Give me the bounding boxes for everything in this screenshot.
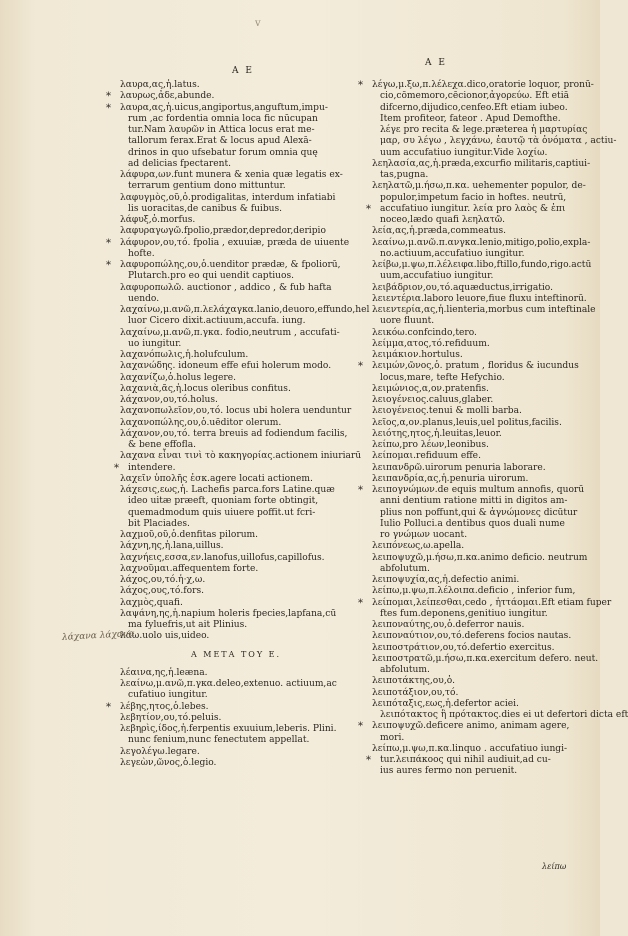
line-text: λαυρα,ας,ἡ.latus. bbox=[120, 80, 200, 90]
line-text: ftes fum.deponens,genitiuo iungitur. bbox=[380, 608, 548, 619]
asterisk-marker: * bbox=[106, 237, 111, 249]
dictionary-line bbox=[120, 485, 352, 496]
dictionary-line bbox=[372, 181, 604, 192]
dictionary-line bbox=[106, 237, 352, 249]
line-text: λέβης,ητος,ὁ.lebes. bbox=[120, 701, 209, 712]
dictionary-line bbox=[120, 508, 352, 519]
dictionary-line bbox=[120, 564, 352, 575]
dictionary-line bbox=[120, 735, 352, 746]
line-text: λειποναύτιον,ου,τό.deferens focios nautas. bbox=[372, 631, 572, 642]
dictionary-line bbox=[372, 654, 604, 665]
line-text: λάφυρα,ων.funt munera & xenia quæ legatis ex- bbox=[120, 170, 343, 180]
line-text: λειποτάξιον,ου,τό. bbox=[372, 687, 459, 698]
dictionary-line bbox=[106, 701, 352, 713]
dictionary-line bbox=[120, 114, 352, 125]
line-text: lis uoracitas,de canibus & fuibus. bbox=[128, 203, 283, 214]
dictionary-line bbox=[120, 747, 352, 758]
right-column bbox=[358, 80, 628, 778]
dictionary-line bbox=[120, 713, 352, 724]
dictionary-line bbox=[372, 508, 604, 519]
line-text: λείπομαι,λείπεσθαι,cedo , ἡττάομαι.Eft etiam fuper bbox=[372, 597, 612, 608]
line-text: bit Placiades. bbox=[128, 518, 190, 529]
dictionary-line bbox=[372, 328, 604, 339]
dictionary-line bbox=[120, 159, 352, 170]
line-text: λειποψυχῶ.deficere animo, animam agere, bbox=[372, 721, 570, 732]
line-text: intendere. bbox=[128, 462, 176, 473]
dictionary-line bbox=[372, 676, 604, 687]
line-text: λείπω,μ.ψω,π.λέλοιπα.deficio , inferior fum, bbox=[372, 586, 576, 597]
line-text: λαχανιὰ,ᾶς,ἡ.locus oleribus confitus. bbox=[120, 383, 291, 394]
dictionary-line bbox=[358, 80, 604, 91]
line-text: tallorum ferax.Erat & locus apud Alexā- bbox=[128, 136, 312, 147]
line-text: λάχνη,ης,ἡ.lana,uillus. bbox=[120, 541, 224, 552]
line-text: λαχανα εἶναι τινὶ τὸ κακηγορίας.actionem iniuriarū bbox=[120, 451, 362, 462]
line-text: λαχαίνω,μ.ανῶ,π.λελάχαγκα.lanio,deuoro,effundo,hel bbox=[120, 305, 370, 315]
line-text: difcerno,dijudico,cenfeo.Eft etiam iubeo. bbox=[380, 102, 568, 113]
page-top-mark: v bbox=[255, 18, 261, 29]
dictionary-line bbox=[358, 597, 612, 609]
asterisk-marker: * bbox=[106, 701, 111, 713]
dictionary-line bbox=[120, 395, 352, 406]
line-text: λειπογνώμων.de equis multum annofis, quorū bbox=[372, 485, 585, 495]
line-text: nunc fenium,nunc fenectutem appellat. bbox=[128, 735, 310, 746]
line-text: λειπόνεως,ω.apella. bbox=[372, 541, 465, 552]
line-text: λαψάνη,ης,ἡ.napium holeris fpecies,lapfana,cū bbox=[120, 608, 337, 619]
line-text: λεία,ας,ἡ.præda,commeatus. bbox=[372, 226, 507, 237]
line-text: uo iungitur. bbox=[128, 338, 182, 349]
dictionary-line bbox=[120, 690, 352, 701]
line-text: λαχανοπωλεῖον,ου,τό. locus ubi holera uenduntur bbox=[120, 406, 352, 417]
line-text: λαφυροπωλῶ. auctionor , addico , & fub hafta bbox=[120, 282, 332, 293]
dictionary-line bbox=[120, 283, 352, 294]
line-text: λέγω,μ.ξω,π.λέλεχα.dico,oratorie loquor, pronū- bbox=[372, 80, 594, 90]
section-heading bbox=[120, 649, 352, 660]
dictionary-line bbox=[372, 339, 604, 350]
dictionary-line bbox=[120, 170, 352, 181]
dictionary-line bbox=[372, 474, 604, 485]
dictionary-line bbox=[120, 249, 352, 260]
line-text: λείβω,μ.ψω,π.λέλειφα.libo,ftillo,fundo,rigo.actū bbox=[372, 260, 592, 270]
dictionary-line bbox=[372, 238, 604, 249]
dictionary-line bbox=[372, 699, 604, 710]
line-text: tas,pugna. bbox=[380, 170, 429, 180]
line-text: & bene effofla. bbox=[128, 440, 197, 450]
dictionary-line bbox=[372, 609, 604, 620]
dictionary-line bbox=[120, 586, 352, 597]
dictionary-line bbox=[120, 271, 352, 282]
line-text: λάφυρον,ου,τό. fpolia , exuuiæ, præda de uiuente bbox=[120, 237, 350, 248]
dictionary-line bbox=[372, 631, 604, 642]
line-text: quemadmodum quis uiuere poffit.ut fcri- bbox=[128, 507, 316, 518]
dictionary-line bbox=[372, 553, 604, 564]
page-header bbox=[0, 58, 600, 74]
dictionary-line bbox=[120, 148, 352, 159]
line-text: λειποψυχία,ας,ἡ.defectio animi. bbox=[372, 575, 520, 585]
dictionary-line bbox=[372, 744, 604, 755]
dictionary-line bbox=[120, 339, 352, 350]
line-text: λειεντέρια.laboro leuore,fiue fluxu inteftinorū. bbox=[372, 293, 587, 304]
line-text: λειπανδρῶ.uirorum penuria laborare. bbox=[372, 462, 546, 473]
asterisk-marker: * bbox=[358, 80, 363, 91]
line-text: λειποστράτιον,ου,τό.defertio exercitus. bbox=[372, 642, 555, 653]
dictionary-line bbox=[372, 193, 604, 204]
dictionary-line bbox=[372, 586, 604, 597]
line-text: λέαινα,ης,ἡ.leæna. bbox=[120, 667, 208, 678]
line-text: hofte. bbox=[128, 248, 155, 259]
dictionary-line bbox=[120, 316, 352, 327]
dictionary-line bbox=[372, 226, 604, 237]
dictionary-line bbox=[372, 283, 604, 294]
line-text: λάχος,ους,τό.fors. bbox=[120, 586, 205, 597]
dictionary-line bbox=[372, 305, 604, 316]
line-text: λεβηρὶς,ίδος,ἡ.ferpentis exuuium,leberis. Plini. bbox=[120, 724, 337, 734]
dictionary-line bbox=[120, 418, 352, 429]
line-text: λειογένειος.tenui & molli barba. bbox=[372, 406, 522, 417]
dictionary-line bbox=[120, 215, 352, 226]
dictionary-line bbox=[114, 462, 352, 474]
line-text: λείμμα,ατος,τό.refiduum. bbox=[372, 338, 490, 349]
dictionary-line bbox=[120, 496, 352, 507]
dictionary-line bbox=[120, 193, 352, 204]
line-text: λαχανόπωλις,ἡ.holufculum. bbox=[120, 350, 249, 360]
line-text: λεαίνω,μ.ανῶ,π.γκα.deleo,extenuo. actiuum,ac bbox=[120, 679, 337, 689]
line-text: noceo,lædo quafi λεηλατῶ. bbox=[380, 215, 506, 225]
line-text: anni dentium ratione mitti in digitos am- bbox=[380, 496, 568, 507]
line-text: λείπω,pro λέων,leonibus. bbox=[372, 440, 489, 450]
line-text: λαχανίζω,ὁ.holus legere. bbox=[120, 372, 237, 383]
line-text: λάχανον,ου,τό.holus. bbox=[120, 395, 218, 405]
dictionary-line bbox=[372, 530, 604, 541]
asterisk-marker: * bbox=[106, 91, 111, 103]
dictionary-line bbox=[120, 361, 352, 372]
asterisk-marker: * bbox=[366, 755, 371, 766]
line-text: λαχμοῦ,οῦ,ὁ.denfitas pilorum. bbox=[120, 530, 259, 540]
line-text: λαχνοῦμαι.affequentem forte. bbox=[120, 563, 259, 574]
line-text: λάχανον,ου,τό. terra breuis ad fodiendum facilis, bbox=[120, 428, 348, 439]
dictionary-line bbox=[372, 440, 604, 451]
dictionary-line bbox=[358, 361, 604, 373]
line-text: λαχμὸς,quafi. bbox=[120, 597, 183, 608]
dictionary-line bbox=[372, 249, 604, 260]
line-text: λαυρα,ας,ἡ.uicus,angiportus,anguftum,impu- bbox=[120, 102, 328, 113]
line-text: λειμώνιος,α,ον.pratenfis. bbox=[372, 383, 489, 394]
line-text: mori. bbox=[380, 732, 405, 743]
dictionary-line bbox=[120, 136, 352, 147]
dictionary-line bbox=[372, 159, 604, 170]
line-text: accufatiuo iungitur. λεία pro λαὸς & ἐπι bbox=[380, 203, 566, 214]
dictionary-line bbox=[372, 575, 604, 586]
line-text: Α ΜΕΤΑ ΤΟΥ Ε. bbox=[190, 649, 282, 659]
line-text: λεγεὼν,ῶνος,ὁ.legio. bbox=[120, 757, 217, 768]
dictionary-line bbox=[106, 260, 352, 271]
dictionary-line bbox=[372, 215, 604, 226]
line-text: λάφυξ,ὁ.morfus. bbox=[120, 215, 196, 225]
line-text: λάχεσις,εως,ἡ. Lachefis parca.fors Latine.quæ bbox=[120, 485, 335, 495]
line-text: λαφυγμὸς,οῦ,ὁ.prodigalitas, interdum infatiabi bbox=[120, 192, 336, 203]
dictionary-line bbox=[372, 643, 604, 654]
line-text: Item profiteor, fateor . Apud Demofthe. bbox=[380, 113, 561, 124]
line-text: uore fluunt. bbox=[380, 316, 435, 327]
dictionary-line bbox=[372, 170, 604, 181]
dictionary-line bbox=[120, 181, 352, 192]
line-text: μαρ, συ λέγω , λεγχάνω, ἑαυτῷ τὰ ὀνόματα , actiu- bbox=[380, 136, 617, 147]
asterisk-marker: * bbox=[366, 203, 371, 215]
dictionary-line bbox=[372, 451, 604, 462]
line-text: Iulio Polluci.a dentibus quos duali nume bbox=[380, 518, 565, 529]
line-text: λαχανοπώλης,ου,ὁ.uēditor olerum. bbox=[120, 417, 282, 428]
line-text: Plutarch.pro eo qui uendit captiuos. bbox=[128, 271, 295, 282]
line-text: λειβάδριον,ου,τό.aquæductus,irrigatio. bbox=[372, 282, 554, 293]
dictionary-line bbox=[120, 80, 352, 91]
line-text: λειποτάκτης,ου,ὁ. bbox=[372, 676, 456, 687]
dictionary-line bbox=[372, 114, 604, 125]
asterisk-marker: * bbox=[106, 102, 111, 114]
line-text: uendo. bbox=[128, 293, 160, 304]
line-text: uum accufatiuo iungitur.Vide λοχίω. bbox=[380, 147, 548, 158]
dictionary-line bbox=[372, 766, 604, 777]
line-text: cufatiuo iungitur. bbox=[128, 690, 208, 701]
dictionary-line bbox=[120, 598, 352, 609]
line-text: λαχαίνω,μ.ανῶ,π.γκα. fodio,neutrum , accufati- bbox=[120, 327, 340, 338]
line-text: λειπανδρία,ας,ἡ.penuria uirorum. bbox=[372, 473, 529, 484]
dictionary-line bbox=[120, 429, 352, 440]
line-text: ius aures fermo non peruenit. bbox=[380, 766, 518, 777]
line-text: ma fyluefris,ut ait Plinius. bbox=[128, 620, 248, 630]
dictionary-line bbox=[120, 631, 352, 642]
asterisk-marker: * bbox=[358, 361, 363, 373]
line-text: λεβητίον,ου,τό.peluis. bbox=[120, 712, 222, 723]
line-text: λάω.uolo uis,uideo. bbox=[120, 631, 210, 642]
line-text: luor Cicero dixit.actiuum,accufa. iung. bbox=[128, 316, 306, 327]
dictionary-line bbox=[372, 103, 604, 114]
line-text: λεηλατῶ,μ.ήσω,π.κα. uehementer populor, de- bbox=[372, 181, 586, 192]
dictionary-line bbox=[372, 125, 604, 136]
line-text: λειπότακτος ἢ πρότακτος.dies ei ut defertori dicta eft bbox=[380, 710, 628, 720]
dictionary-line bbox=[106, 91, 352, 103]
line-text: λειποστρατῶ,μ.ήσω,π.κα.exercitum defero. neut. bbox=[372, 653, 599, 664]
dictionary-line bbox=[372, 406, 604, 417]
dictionary-line bbox=[372, 665, 604, 676]
dictionary-line bbox=[120, 373, 352, 384]
asterisk-marker: * bbox=[114, 462, 119, 474]
dictionary-line bbox=[120, 384, 352, 395]
dictionary-line bbox=[358, 485, 604, 496]
line-text: λάχος,ου,τό.ἡ·χ,ω. bbox=[120, 575, 206, 585]
dictionary-line bbox=[120, 620, 352, 631]
line-text: no.actiuum,accufatiuo iungitur. bbox=[380, 248, 525, 259]
line-text: drinos in quo ufsebatur forum omnia quę bbox=[128, 147, 318, 158]
header-left: A E bbox=[232, 66, 254, 76]
line-text: λαχανώδης. idoneum effe efui holerum modo. bbox=[120, 361, 332, 372]
dictionary-line bbox=[372, 418, 604, 429]
catchword: λείπω bbox=[542, 862, 567, 871]
line-text: λεαίνω,μ.ανῶ.π.ανγκα.lenio,mitigo,polio,expla- bbox=[372, 237, 591, 248]
dictionary-line bbox=[366, 755, 604, 766]
line-text: tur.Nam λαυρῶν in Attica locus erat me- bbox=[128, 125, 315, 135]
line-text: λείπομαι.refiduum effe. bbox=[372, 451, 481, 462]
dictionary-line bbox=[120, 226, 352, 237]
handwritten-margin-note: λάχανα λάχανα bbox=[61, 629, 135, 643]
dictionary-line bbox=[372, 294, 604, 305]
left-column bbox=[106, 80, 370, 769]
dictionary-line bbox=[372, 564, 604, 575]
dictionary-line bbox=[372, 148, 604, 159]
dictionary-line bbox=[372, 316, 604, 327]
dictionary-line bbox=[106, 102, 352, 114]
dictionary-line bbox=[120, 530, 352, 541]
dictionary-line bbox=[372, 541, 604, 552]
dictionary-line bbox=[372, 519, 604, 530]
line-text: ro γνώμων uocant. bbox=[380, 530, 468, 540]
line-text: λεηλασία,ας,ἡ.præda,excurfio militaris,captiui- bbox=[372, 158, 591, 169]
dictionary-line bbox=[120, 668, 352, 679]
line-text: terrarum gentium dono mittuntur. bbox=[128, 181, 286, 192]
dictionary-line bbox=[120, 553, 352, 564]
dictionary-line bbox=[120, 440, 352, 451]
line-text: λειποψυχῶ,μ.ήσω,π.κα.animo deficio. neutrum bbox=[372, 552, 588, 563]
line-text: tur.λειπάκοος qui nihil audiuit,ad cu- bbox=[380, 755, 551, 765]
dictionary-line bbox=[120, 609, 352, 620]
dictionary-line bbox=[372, 463, 604, 474]
line-text: λαφυροπώλης,ου,ὁ.uenditor prædæ, & fpoliorū, bbox=[120, 260, 341, 270]
dictionary-line bbox=[372, 260, 604, 271]
dictionary-line bbox=[372, 620, 604, 631]
dictionary-line bbox=[120, 575, 352, 586]
dictionary-line bbox=[372, 136, 617, 147]
dictionary-line bbox=[372, 395, 604, 406]
line-text: λέγε pro recita & lege.præterea ἡ μαρτυρίας bbox=[380, 125, 588, 135]
dictionary-line bbox=[372, 710, 628, 721]
line-text: ideo uitæ præeft, quoniam forte obtingit, bbox=[128, 496, 319, 507]
line-text: abfolutum. bbox=[380, 563, 430, 574]
line-text: λαχνήεις,εσσα,εν.lanofus,uillofus,capillofus. bbox=[120, 552, 325, 563]
line-text: λείπω,μ.ψω,π.κα.linquo . accufatiuo iungi- bbox=[372, 743, 568, 754]
dictionary-line bbox=[372, 733, 604, 744]
dictionary-line bbox=[120, 541, 352, 552]
line-text: λειποναύτης,ου,ὁ.deferror nauis. bbox=[372, 620, 525, 630]
dictionary-line bbox=[366, 203, 604, 215]
line-text: λειπόταξις,εως,ἡ.defertor aciei. bbox=[372, 698, 519, 709]
line-text: λαφυραγωγῶ.fpolio,prædor,depredor,deripio bbox=[120, 226, 326, 237]
dictionary-line bbox=[372, 271, 604, 282]
line-text: λειότης,ητος,ἡ.leuitas,leuor. bbox=[372, 428, 502, 439]
line-text: λαυρως,ἀδε,abunde. bbox=[120, 91, 215, 102]
dictionary-line bbox=[120, 724, 352, 735]
dictionary-line bbox=[120, 406, 352, 417]
dictionary-line bbox=[372, 429, 604, 440]
dictionary-line bbox=[372, 91, 604, 102]
dictionary-line bbox=[120, 350, 352, 361]
header-right: A E bbox=[425, 58, 447, 68]
dictionary-line bbox=[120, 758, 352, 769]
asterisk-marker: * bbox=[358, 597, 363, 609]
line-text: populor,impetum facio in hoftes. neutrū, bbox=[380, 192, 567, 203]
dictionary-line bbox=[358, 721, 604, 733]
dictionary-line bbox=[120, 294, 352, 305]
line-text: λαχεῖν ὑπολῆς ἐσκ.agere locati actionem. bbox=[120, 473, 313, 484]
line-text: λεγολέγω.legare. bbox=[120, 746, 200, 757]
dictionary-line bbox=[372, 384, 604, 395]
asterisk-marker: * bbox=[358, 485, 363, 496]
line-text: plius non poffunt,qui & ἀγνώμονες dicūtur bbox=[380, 507, 578, 518]
line-text: λειογένειος.caluus,glaber. bbox=[372, 395, 494, 405]
line-text: λειμών,ῶνος,ὁ. pratum , floridus & iucundus bbox=[372, 361, 579, 372]
dictionary-line bbox=[120, 474, 352, 485]
line-text: rum ,ac fordentia omnia loca fic nūcupan bbox=[128, 113, 318, 124]
asterisk-marker: * bbox=[106, 260, 111, 271]
asterisk-marker: * bbox=[358, 721, 363, 733]
dictionary-line bbox=[120, 451, 362, 462]
dictionary-line bbox=[372, 373, 604, 384]
dictionary-line bbox=[120, 125, 352, 136]
dictionary-line bbox=[372, 350, 604, 361]
line-text: λεῖος,α,ον.planus,leuis,uel politus,facilis. bbox=[372, 417, 562, 428]
dictionary-line bbox=[120, 204, 352, 215]
dictionary-line bbox=[372, 496, 604, 507]
line-text: cio,cōmemoro,cēcionor,ἀγορεύω. Eft etiā bbox=[380, 91, 570, 102]
line-text: ad delicias fpectarent. bbox=[128, 158, 232, 169]
dictionary-line bbox=[120, 519, 352, 530]
line-text: locus,mare, tefte Hefychio. bbox=[380, 372, 505, 383]
line-text: λειμάκιον.hortulus. bbox=[372, 350, 463, 360]
dictionary-line bbox=[120, 305, 370, 316]
line-text: λεικόω.confcindo,tero. bbox=[372, 327, 477, 338]
dictionary-line bbox=[120, 328, 352, 339]
line-text: abfolutum. bbox=[380, 665, 430, 675]
dictionary-line bbox=[120, 679, 352, 690]
dictionary-line bbox=[372, 688, 604, 699]
line-text: λειεντερία,ας,ἡ.lienteria,morbus cum inteftinale bbox=[372, 305, 596, 315]
line-text: uum,accufatiuo iungitur. bbox=[380, 271, 494, 282]
